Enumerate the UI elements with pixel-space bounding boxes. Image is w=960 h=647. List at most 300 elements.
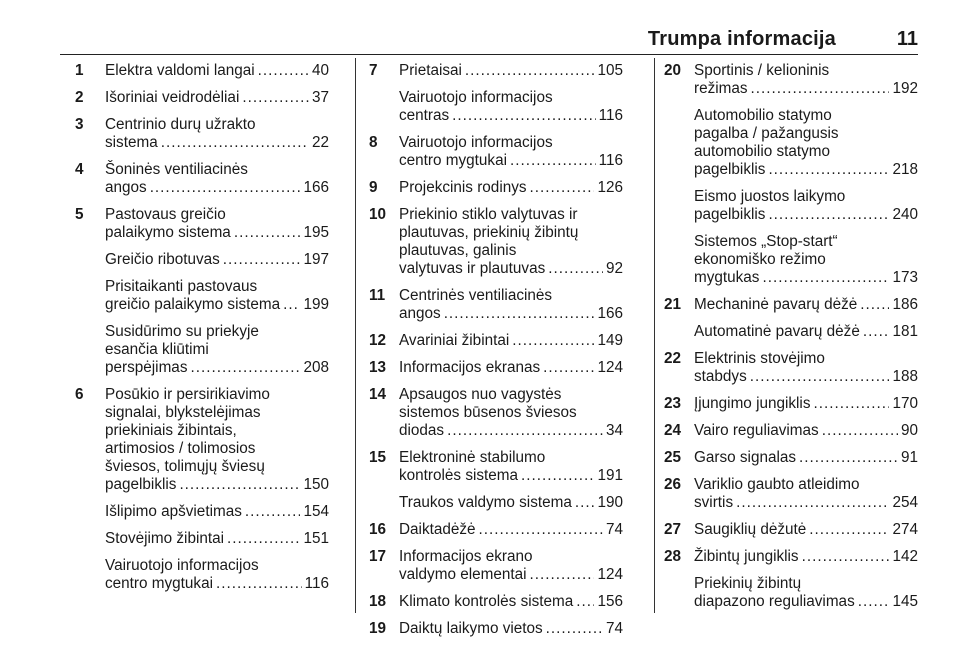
entry-page-number: 91 bbox=[900, 449, 918, 466]
index-entry[interactable] bbox=[369, 593, 623, 611]
entry-page-number: 116 bbox=[598, 152, 623, 169]
entry-line bbox=[105, 179, 329, 197]
entry-line bbox=[399, 359, 623, 377]
entry-page-number: 208 bbox=[303, 359, 329, 376]
entry-line bbox=[694, 296, 918, 314]
entry-number: 28 bbox=[664, 548, 682, 565]
entry-text bbox=[399, 287, 623, 323]
entry-number: 6 bbox=[75, 386, 84, 403]
dot-leader bbox=[530, 566, 595, 584]
entry-text bbox=[399, 521, 623, 539]
entry-line bbox=[694, 422, 918, 440]
dot-leader bbox=[809, 521, 889, 539]
index-entry[interactable] bbox=[369, 89, 623, 125]
entry-label: greičio palaikymo sistema bbox=[105, 296, 281, 313]
entry-text bbox=[105, 161, 329, 197]
page-title: Trumpa informacija bbox=[647, 28, 836, 50]
index-entry[interactable] bbox=[75, 251, 329, 269]
entry-line bbox=[399, 152, 623, 170]
entry-label: angos bbox=[399, 305, 441, 322]
entry-label: mygtukas bbox=[694, 269, 760, 286]
entry-text bbox=[399, 206, 623, 278]
entry-page-number: 170 bbox=[892, 395, 918, 412]
entry-page-number: 142 bbox=[892, 548, 918, 565]
entry-label: Automatinė pavarų dėžė bbox=[694, 323, 860, 340]
entry-text bbox=[694, 395, 918, 413]
entry-text bbox=[694, 233, 918, 287]
index-entry[interactable] bbox=[664, 575, 918, 611]
dot-leader bbox=[479, 521, 603, 539]
entry-line: Sportinis / kelioninis bbox=[694, 62, 830, 79]
entry-label: sistema bbox=[105, 134, 158, 151]
entry-text bbox=[105, 206, 329, 242]
entry-line bbox=[105, 62, 329, 80]
entry-text bbox=[694, 476, 918, 512]
dot-leader bbox=[444, 305, 595, 323]
entry-page-number: 116 bbox=[598, 107, 623, 124]
entry-number: 17 bbox=[369, 548, 387, 565]
dot-leader bbox=[227, 530, 300, 548]
entry-text bbox=[694, 323, 918, 341]
dot-leader bbox=[245, 503, 301, 521]
entry-label: Daiktų laikymo vietos bbox=[399, 620, 543, 637]
dot-leader bbox=[283, 296, 300, 314]
entry-page-number: 151 bbox=[303, 530, 329, 547]
entry-label: stabdys bbox=[694, 368, 747, 385]
entry-number: 22 bbox=[664, 350, 682, 367]
entry-number: 23 bbox=[664, 395, 682, 412]
index-entry[interactable] bbox=[75, 116, 329, 152]
entry-page-number: 274 bbox=[892, 521, 918, 538]
dot-leader bbox=[822, 422, 898, 440]
dot-leader bbox=[768, 161, 889, 179]
index-entry[interactable] bbox=[75, 557, 329, 593]
index-entry[interactable] bbox=[664, 107, 918, 179]
index-entry[interactable] bbox=[369, 494, 623, 512]
entry-line: šviesos, tolimųjų šviesų bbox=[105, 458, 265, 475]
entry-label: Mechaninė pavarų dėžė bbox=[694, 296, 858, 313]
index-entry[interactable] bbox=[664, 548, 918, 566]
entry-line: artimosios / tolimosios bbox=[105, 440, 256, 457]
entry-line: ekonomiško režimo bbox=[694, 251, 826, 268]
entry-page-number: 34 bbox=[605, 422, 623, 439]
entry-page-number: 218 bbox=[892, 161, 918, 178]
index-entry[interactable] bbox=[369, 332, 623, 350]
dot-leader bbox=[548, 260, 603, 278]
index-entry[interactable] bbox=[664, 395, 918, 413]
dot-leader bbox=[447, 422, 603, 440]
entry-label: Klimato kontrolės sistema bbox=[399, 593, 574, 610]
entry-text bbox=[399, 548, 623, 584]
dot-leader bbox=[190, 359, 300, 377]
entry-text bbox=[694, 188, 918, 224]
entry-label: Žibintų jungiklis bbox=[694, 548, 799, 565]
entry-line: Vairuotojo informacijos bbox=[399, 89, 553, 106]
entry-number: 4 bbox=[75, 161, 84, 178]
entry-line: Posūkio ir persirikiavimo bbox=[105, 386, 270, 403]
entry-number: 25 bbox=[664, 449, 682, 466]
entry-label: Greičio ribotuvas bbox=[105, 251, 220, 268]
entry-number: 10 bbox=[369, 206, 387, 223]
entry-line: Variklio gaubto atleidimo bbox=[694, 476, 860, 493]
index-entry[interactable] bbox=[664, 521, 918, 539]
dot-leader bbox=[258, 62, 309, 80]
dot-leader bbox=[576, 593, 594, 611]
entry-number: 21 bbox=[664, 296, 682, 313]
entry-line: Elektroninė stabilumo bbox=[399, 449, 546, 466]
entry-number: 15 bbox=[369, 449, 387, 466]
dot-leader bbox=[242, 89, 309, 107]
entry-number: 18 bbox=[369, 593, 387, 610]
entry-line bbox=[105, 296, 329, 314]
dot-leader bbox=[521, 467, 594, 485]
entry-page-number: 190 bbox=[597, 494, 623, 511]
index-entry[interactable] bbox=[369, 206, 623, 278]
entry-page-number: 166 bbox=[597, 305, 623, 322]
index-entry[interactable] bbox=[369, 386, 623, 440]
entry-page-number: 105 bbox=[597, 62, 623, 79]
entry-text bbox=[105, 89, 329, 107]
entry-number: 8 bbox=[369, 134, 378, 151]
index-entry[interactable] bbox=[369, 548, 623, 584]
entry-line bbox=[105, 251, 329, 269]
entry-line bbox=[105, 530, 329, 548]
entry-number: 16 bbox=[369, 521, 387, 538]
entry-text bbox=[694, 62, 918, 98]
entry-number: 19 bbox=[369, 620, 387, 637]
dot-leader bbox=[150, 179, 301, 197]
dot-leader bbox=[736, 494, 889, 512]
entry-label: diapazono reguliavimas bbox=[694, 593, 855, 610]
index-entry[interactable] bbox=[664, 422, 918, 440]
entry-line: Elektrinis stovėjimo bbox=[694, 350, 825, 367]
entry-number: 7 bbox=[369, 62, 378, 79]
entry-page-number: 156 bbox=[597, 593, 623, 610]
entry-page-number: 240 bbox=[892, 206, 918, 223]
entry-line bbox=[399, 620, 623, 638]
index-entry[interactable] bbox=[369, 620, 623, 638]
entry-label: Daiktadėžė bbox=[399, 521, 476, 538]
entry-line bbox=[105, 134, 329, 152]
entry-text bbox=[399, 62, 623, 80]
entry-page-number: 181 bbox=[892, 323, 918, 340]
entry-text bbox=[399, 449, 623, 485]
entry-line: Apsaugos nuo vagystės bbox=[399, 386, 562, 403]
entry-line: Vairuotojo informacijos bbox=[399, 134, 553, 151]
index-column-3 bbox=[664, 62, 918, 620]
dot-leader bbox=[161, 134, 309, 152]
index-entry[interactable] bbox=[75, 89, 329, 107]
index-entry[interactable] bbox=[75, 62, 329, 80]
entry-label: pagelbiklis bbox=[105, 476, 177, 493]
dot-leader bbox=[510, 152, 596, 170]
dot-leader bbox=[750, 368, 890, 386]
index-entry[interactable] bbox=[664, 449, 918, 467]
index-entry[interactable] bbox=[664, 296, 918, 314]
dot-leader bbox=[512, 332, 594, 350]
entry-line: esančia kliūtimi bbox=[105, 341, 209, 358]
entry-number: 24 bbox=[664, 422, 682, 439]
entry-text bbox=[399, 179, 623, 197]
entry-page-number: 199 bbox=[303, 296, 329, 313]
index-entry[interactable] bbox=[664, 323, 918, 341]
entry-page-number: 40 bbox=[311, 62, 329, 79]
index-entry[interactable] bbox=[75, 206, 329, 242]
index-entry[interactable] bbox=[369, 179, 623, 197]
dot-leader bbox=[762, 269, 889, 287]
entry-label: centro mygtukai bbox=[399, 152, 507, 169]
entry-line bbox=[399, 494, 623, 512]
index-entry[interactable] bbox=[664, 62, 918, 98]
index-entry[interactable] bbox=[664, 350, 918, 386]
entry-line: Informacijos ekrano bbox=[399, 548, 533, 565]
entry-page-number: 192 bbox=[892, 80, 918, 97]
entry-number: 1 bbox=[75, 62, 84, 79]
entry-page-number: 126 bbox=[597, 179, 623, 196]
entry-line bbox=[105, 476, 329, 494]
entry-line bbox=[399, 179, 623, 197]
entry-text bbox=[399, 89, 623, 125]
entry-line: signalai, blykstelėjimas bbox=[105, 404, 261, 421]
entry-page-number: 124 bbox=[597, 359, 623, 376]
entry-text bbox=[694, 548, 918, 566]
entry-line bbox=[399, 422, 623, 440]
entry-text bbox=[399, 134, 623, 170]
entry-label: Saugiklių dėžutė bbox=[694, 521, 807, 538]
entry-line bbox=[694, 323, 918, 341]
entry-label: Projekcinis rodinys bbox=[399, 179, 527, 196]
entry-label: centras bbox=[399, 107, 450, 124]
dot-leader bbox=[465, 62, 595, 80]
entry-number: 9 bbox=[369, 179, 378, 196]
entry-line bbox=[694, 269, 918, 287]
entry-line bbox=[105, 503, 329, 521]
entry-text bbox=[694, 350, 918, 386]
entry-line bbox=[399, 521, 623, 539]
header-rule bbox=[60, 54, 918, 55]
entry-text bbox=[105, 251, 329, 269]
entry-label: Išlipimo apšvietimas bbox=[105, 503, 242, 520]
entry-line bbox=[105, 89, 329, 107]
entry-label: valytuvas ir plautuvas bbox=[399, 260, 546, 277]
index-entry[interactable] bbox=[369, 287, 623, 323]
entry-number: 27 bbox=[664, 521, 682, 538]
entry-page-number: 145 bbox=[892, 593, 918, 610]
index-entry[interactable] bbox=[75, 386, 329, 494]
entry-text bbox=[694, 575, 918, 611]
dot-leader bbox=[813, 395, 889, 413]
entry-number: 26 bbox=[664, 476, 682, 493]
entry-page-number: 22 bbox=[311, 134, 329, 151]
entry-line bbox=[694, 494, 918, 512]
entry-text bbox=[399, 359, 623, 377]
entry-line bbox=[105, 575, 329, 593]
index-entry[interactable] bbox=[664, 188, 918, 224]
entry-line bbox=[399, 305, 623, 323]
dot-leader bbox=[575, 494, 595, 512]
index-entry[interactable] bbox=[75, 503, 329, 521]
entry-page-number: 116 bbox=[304, 575, 329, 592]
dot-leader bbox=[452, 107, 595, 125]
entry-line bbox=[694, 449, 918, 467]
entry-page-number: 173 bbox=[892, 269, 918, 286]
entry-line bbox=[105, 224, 329, 242]
entry-page-number: 74 bbox=[605, 620, 623, 637]
entry-text bbox=[694, 449, 918, 467]
entry-line: Prisitaikanti pastovaus bbox=[105, 278, 258, 295]
entry-line bbox=[399, 107, 623, 125]
entry-label: svirtis bbox=[694, 494, 734, 511]
index-entry[interactable] bbox=[75, 161, 329, 197]
entry-line bbox=[694, 548, 918, 566]
entry-page-number: 191 bbox=[597, 467, 623, 484]
entry-label: angos bbox=[105, 179, 147, 196]
entry-page-number: 90 bbox=[900, 422, 918, 439]
entry-page-number: 197 bbox=[303, 251, 329, 268]
entry-line bbox=[694, 161, 918, 179]
entry-text bbox=[105, 530, 329, 548]
index-entry[interactable] bbox=[75, 278, 329, 314]
entry-line bbox=[399, 566, 623, 584]
index-entry[interactable] bbox=[664, 476, 918, 512]
entry-line bbox=[399, 467, 623, 485]
index-entry[interactable] bbox=[369, 62, 623, 80]
entry-line: Sistemos „Stop-start“ bbox=[694, 233, 838, 250]
entry-line bbox=[399, 260, 623, 278]
entry-line bbox=[105, 359, 329, 377]
entry-number: 12 bbox=[369, 332, 387, 349]
entry-line bbox=[694, 206, 918, 224]
entry-page-number: 92 bbox=[605, 260, 623, 277]
entry-number: 14 bbox=[369, 386, 387, 403]
entry-line bbox=[694, 521, 918, 539]
index-entry[interactable] bbox=[369, 359, 623, 377]
entry-page-number: 188 bbox=[892, 368, 918, 385]
entry-page-number: 150 bbox=[303, 476, 329, 493]
dot-leader bbox=[179, 476, 300, 494]
entry-line: automobilio statymo bbox=[694, 143, 831, 160]
entry-line: Priekinių žibintų bbox=[694, 575, 802, 592]
entry-page-number: 195 bbox=[303, 224, 329, 241]
entry-label: Išoriniai veidrodėliai bbox=[105, 89, 240, 106]
entry-label: diodas bbox=[399, 422, 445, 439]
entry-line: Centrinės ventiliacinės bbox=[399, 287, 553, 304]
entry-text bbox=[694, 296, 918, 314]
entry-line: Automobilio statymo bbox=[694, 107, 832, 124]
dot-leader bbox=[863, 323, 890, 341]
entry-text bbox=[105, 62, 329, 80]
entry-line bbox=[694, 395, 918, 413]
dot-leader bbox=[234, 224, 301, 242]
index-entry[interactable] bbox=[664, 233, 918, 287]
entry-text bbox=[105, 386, 329, 494]
entry-text bbox=[105, 278, 329, 314]
index-entry[interactable] bbox=[75, 530, 329, 548]
entry-text bbox=[399, 386, 623, 440]
entry-line bbox=[694, 80, 918, 98]
entry-line: plautuvas, galinis bbox=[399, 242, 517, 259]
entry-text bbox=[399, 494, 623, 512]
index-entry[interactable] bbox=[75, 323, 329, 377]
entry-line: Vairuotojo informacijos bbox=[105, 557, 259, 574]
entry-text bbox=[399, 332, 623, 350]
entry-page-number: 149 bbox=[597, 332, 623, 349]
entry-line: plautuvas, priekinių žibintų bbox=[399, 224, 579, 241]
index-entry[interactable] bbox=[369, 134, 623, 170]
entry-line bbox=[399, 332, 623, 350]
page-number: 11 bbox=[896, 28, 918, 50]
dot-leader bbox=[543, 359, 594, 377]
dot-leader bbox=[858, 593, 890, 611]
dot-leader bbox=[751, 80, 890, 98]
entry-text bbox=[694, 422, 918, 440]
entry-label: Prietaisai bbox=[399, 62, 462, 79]
entry-line: Susidūrimo su priekyje bbox=[105, 323, 259, 340]
entry-text bbox=[694, 521, 918, 539]
entry-line: sistemos būsenos šviesos bbox=[399, 404, 577, 421]
entry-number: 5 bbox=[75, 206, 84, 223]
entry-line: Centrinio durų užrakto bbox=[105, 116, 256, 133]
entry-text bbox=[105, 323, 329, 377]
entry-number: 3 bbox=[75, 116, 84, 133]
entry-text bbox=[105, 557, 329, 593]
entry-text bbox=[105, 503, 329, 521]
entry-label: Garso signalas bbox=[694, 449, 797, 466]
page-header bbox=[60, 26, 918, 56]
entry-label: Traukos valdymo sistema bbox=[399, 494, 572, 511]
entry-page-number: 254 bbox=[892, 494, 918, 511]
index-entry[interactable] bbox=[369, 449, 623, 485]
dot-leader bbox=[530, 179, 595, 197]
index-column-2 bbox=[369, 62, 623, 647]
entry-page-number: 166 bbox=[303, 179, 329, 196]
entry-label: Įjungimo jungiklis bbox=[694, 395, 811, 412]
index-entry[interactable] bbox=[369, 521, 623, 539]
entry-line bbox=[399, 593, 623, 611]
entry-label: pagelbiklis bbox=[694, 206, 766, 223]
entry-line: Šoninės ventiliacinės bbox=[105, 161, 248, 178]
entry-line bbox=[694, 593, 918, 611]
entry-label: Stovėjimo žibintai bbox=[105, 530, 225, 547]
entry-line: Pastovaus greičio bbox=[105, 206, 226, 223]
entry-line: Priekinio stiklo valytuvas ir bbox=[399, 206, 578, 223]
entry-text bbox=[105, 116, 329, 152]
entry-label: valdymo elementai bbox=[399, 566, 527, 583]
entry-line: pagalba / pažangusis bbox=[694, 125, 839, 142]
dot-leader bbox=[860, 296, 889, 314]
entry-line: Eismo juostos laikymo bbox=[694, 188, 846, 205]
entry-page-number: 37 bbox=[311, 89, 329, 106]
entry-page-number: 154 bbox=[303, 503, 329, 520]
entry-label: kontrolės sistema bbox=[399, 467, 519, 484]
entry-label: Informacijos ekranas bbox=[399, 359, 541, 376]
entry-text bbox=[694, 107, 918, 179]
dot-leader bbox=[223, 251, 301, 269]
entry-text bbox=[399, 620, 623, 638]
entry-page-number: 74 bbox=[605, 521, 623, 538]
entry-label: Avariniai žibintai bbox=[399, 332, 510, 349]
entry-page-number: 124 bbox=[597, 566, 623, 583]
entry-label: režimas bbox=[694, 80, 748, 97]
index-columns bbox=[75, 62, 925, 637]
entry-label: Elektra valdomi langai bbox=[105, 62, 255, 79]
entry-label: centro mygtukai bbox=[105, 575, 213, 592]
entry-line bbox=[399, 62, 623, 80]
entry-line: priekiniais žibintais, bbox=[105, 422, 237, 439]
entry-number: 20 bbox=[664, 62, 682, 79]
dot-leader bbox=[768, 206, 889, 224]
entry-number: 13 bbox=[369, 359, 387, 376]
